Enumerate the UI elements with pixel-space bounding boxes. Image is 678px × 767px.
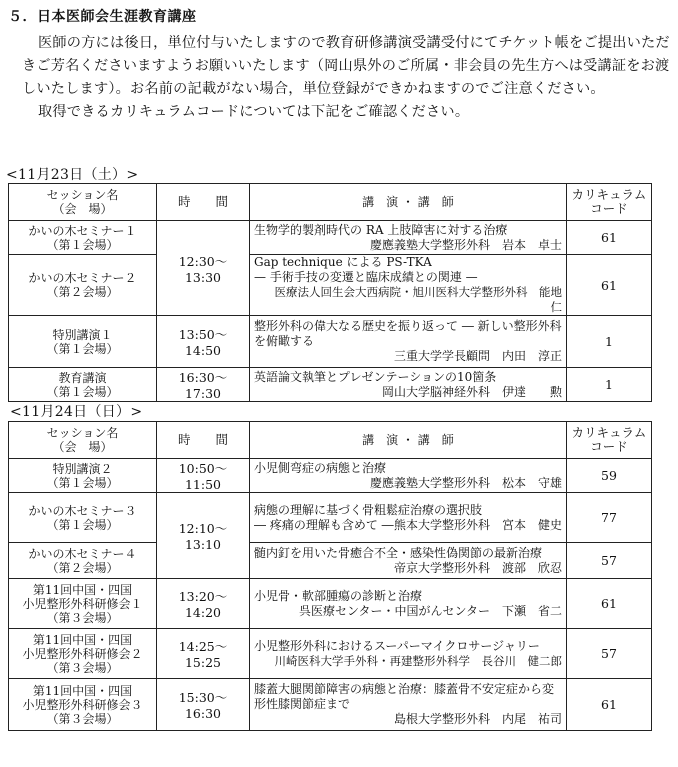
date-label-day2: <11月24日（日）> [10,404,143,420]
table-row [9,255,652,316]
table-row [9,459,652,493]
lecture-cell: 小児側弯症の病態と治療 慶應義塾大学整形外科 松本 守雄 [250,459,567,493]
code-cell: 57 [567,543,652,579]
speaker: 岡山大学脳神経外科 伊達 勲 [381,384,562,399]
header-time: 時 間 [157,184,250,221]
session-cell: 第11回中国・四国 小児整形外科研修会３ （第３会場） [9,679,157,731]
time-cell: 16:30～17:30 [157,368,250,402]
speaker: 呉医療センター・中国がんセンター 下瀬 省二 [298,603,562,618]
session-cell: かいの木セミナー２ （第２会場） [9,255,157,316]
section-title: ５．日本医師会生涯教育講座 [8,9,197,25]
table-header-row [9,422,652,459]
speaker: 島根大学整形外科 内尾 祐司 [393,712,562,726]
session-cell: 特別講演２ （第１会場） [9,459,157,493]
speaker: 慶應義塾大学整形外科 松本 守雄 [369,475,562,490]
time-cell: 12:10～13:10 [157,493,250,579]
code-cell: 61 [567,579,652,629]
header-code: カリキュラム コード [567,422,652,459]
intro-paragraph: 医師の方には後日，単位付与いたしますので教育研修講演受講受付にてチケット帳をご提出いただきご芳名くださいますようお願いいたします（岡山県外のご所属・非会員の先生方へは受講証をお渡しいたします）。お名前の記載がない場合，単位登録ができかねますのでご注意ください。 [22,35,670,97]
lecture-cell: 整形外科の偉大なる歴史を振り返って ― 新しい整形外科を俯瞰する 三重大学学長顧問 内田 淳正 [250,316,567,368]
code-cell: 61 [567,221,652,255]
table-row [9,579,652,629]
intro-paragraph: 取得できるカリキュラムコードについては下記をご確認ください。 [38,104,470,120]
lecture-cell: 小児整形外科におけるスーパーマイクロサージャリー 川崎医科大学手外科・再建整形外科学 長谷川 健二郎 [250,629,567,679]
code-cell: 1 [567,316,652,368]
table-row [9,493,652,543]
table-row [9,221,652,255]
time-cell: 10:50～11:50 [157,459,250,493]
lecture-cell: 髄内釘を用いた骨癒合不全・感染性偽関節の最新治療 帝京大学整形外科 渡部 欣忍 [250,543,567,579]
lecture-cell: 膝蓋大腿関節障害の病態と治療：膝蓋骨不安定症から変形性膝関節症まで 島根大学整形外科 内尾 祐司 [250,679,567,731]
table-header-row [9,184,652,221]
lecture-cell: 英語論文執筆とプレゼンテーションの10箇条 岡山大学脳神経外科 伊達 勲 [250,368,567,402]
lecture-cell: Gap technique による PS-TKA — 手術手技の変遷と臨床成績との関連 — 医療法人回生会大西病院・旭川医科大学整形外科 能地 仁 [250,255,567,316]
schedule-table-day2 [8,421,652,731]
time-cell: 13:50～14:50 [157,316,250,368]
code-cell: 57 [567,629,652,679]
session-cell: 教育講演 （第１会場） [9,368,157,402]
code-cell: 77 [567,493,652,543]
time-cell: 14:25～15:25 [157,629,250,679]
header-session: セッション名 （会 場） [9,422,157,459]
schedule-table-day1 [8,183,652,402]
session-cell: かいの木セミナー４ （第２会場） [9,543,157,579]
speaker: 帝京大学整形外科 渡部 欣忍 [393,560,562,575]
code-cell: 61 [567,255,652,316]
intro-text [22,32,672,124]
time-cell: 13:20～14:20 [157,579,250,629]
speaker: 川崎医科大学手外科・再建整形外科学 長谷川 健二郎 [274,653,562,668]
lecture-cell: 病態の理解に基づく骨粗鬆症治療の選択肢 ― 疼痛の理解も含めて ― 熊本大学整形外科 宮本 健史 [250,493,567,543]
speaker: 医療法人回生会大西病院・旭川医科大学整形外科 能地 仁 [274,285,585,314]
code-cell: 1 [567,368,652,402]
date-label-day1: <11月23日（土）> [6,167,139,183]
table-row [9,679,652,731]
speaker: 慶應義塾大学整形外科 岩本 卓士 [369,237,562,252]
header-session: セッション名 （会 場） [9,184,157,221]
table-row [9,629,652,679]
table-row [9,543,652,579]
lecture-cell: 生物学的製剤時代の RA 上肢障害に対する治療 慶應義塾大学整形外科 岩本 卓士 [250,221,567,255]
code-cell: 61 [567,679,652,731]
speaker: 三重大学学長顧問 内田 淳正 [393,349,562,363]
session-cell: 特別講演１ （第１会場） [9,316,157,368]
header-time: 時 間 [157,422,250,459]
code-cell: 59 [567,459,652,493]
session-cell: 第11回中国・四国 小児整形外科研修会２ （第３会場） [9,629,157,679]
table-row [9,316,652,368]
session-cell: 第11回中国・四国 小児整形外科研修会１ （第３会場） [9,579,157,629]
table-row [9,368,652,402]
header-lecture: 講 演 ・ 講 師 [250,422,567,459]
time-cell: 15:30～16:30 [157,679,250,731]
session-cell: かいの木セミナー１ （第１会場） [9,221,157,255]
header-lecture: 講 演 ・ 講 師 [250,184,567,221]
header-code: カリキュラム コード [567,184,652,221]
time-cell: 12:30～13:30 [157,221,250,316]
lecture-cell: 小児骨・軟部腫瘍の診断と治療 呉医療センター・中国がんセンター 下瀬 省二 [250,579,567,629]
session-cell: かいの木セミナー３ （第１会場） [9,493,157,543]
speaker: 熊本大学整形外科 宮本 健史 [393,517,562,532]
